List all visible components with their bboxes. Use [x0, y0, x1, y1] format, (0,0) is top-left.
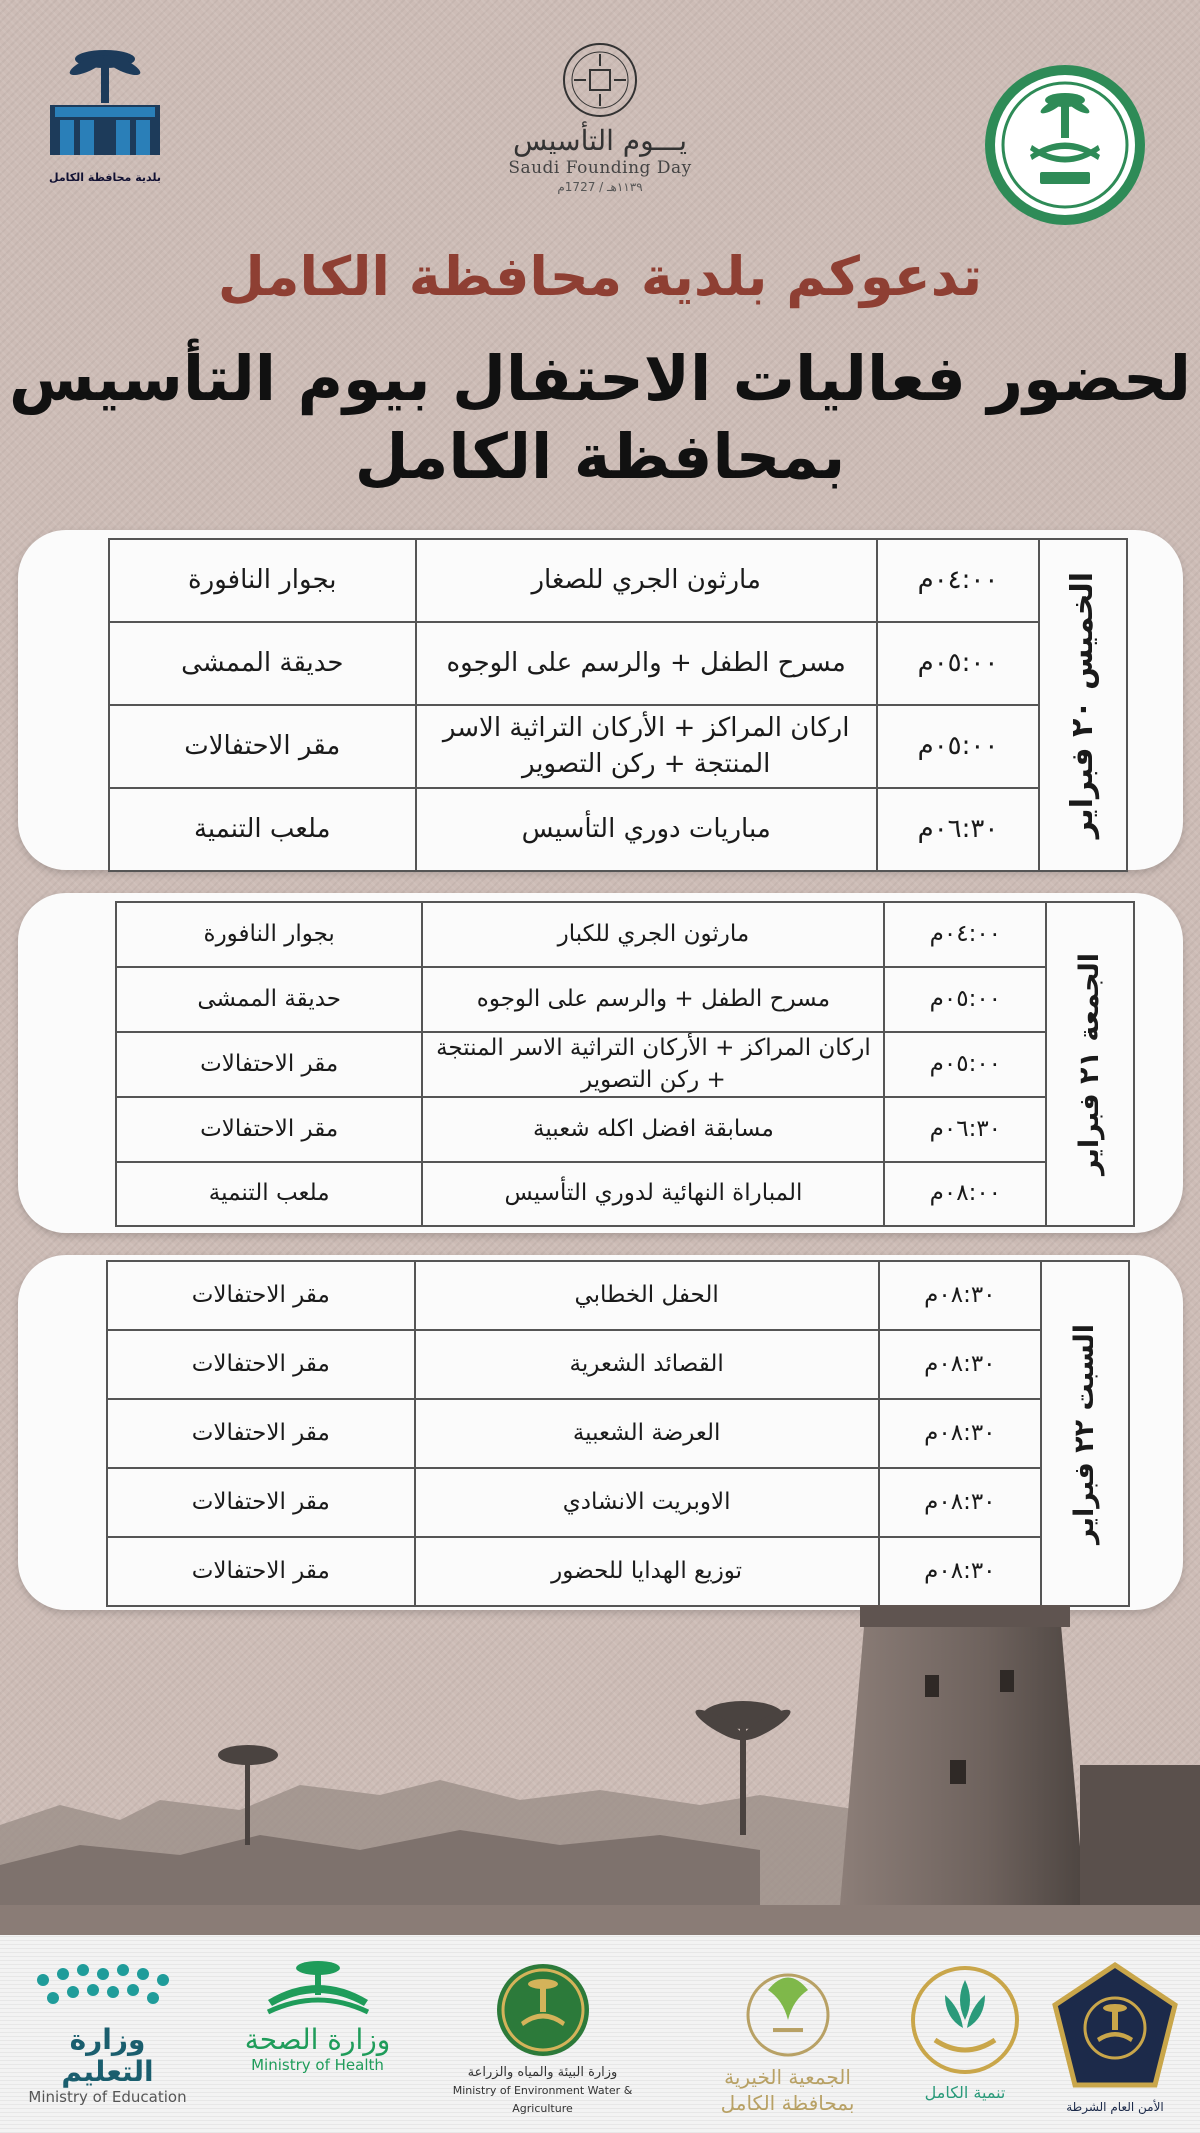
table-row	[107, 1330, 1129, 1399]
sponsor-environment	[435, 1960, 650, 2120]
table-row	[109, 539, 1127, 622]
environment-name-ar: وزارة البيئة والمياه والزراعة	[467, 2065, 618, 2080]
table-row	[107, 1399, 1129, 1468]
police-name: الأمن العام الشرطة	[1066, 2100, 1164, 2114]
founding-day-logo	[480, 40, 720, 220]
schedule-card-saturday	[18, 1255, 1183, 1610]
day-label-cell	[1041, 1261, 1129, 1606]
sponsor-development	[900, 1960, 1030, 2120]
table-row	[116, 1032, 1134, 1097]
place-cell: مقر الاحتفالات	[116, 1097, 422, 1162]
event-cell: اركان المراكز + الأركان التراثية الاسر المنتجة + ركن التصوير	[416, 705, 877, 788]
event-cell: الحفل الخطابي	[415, 1261, 879, 1330]
event-cell: العرضة الشعبية	[415, 1399, 879, 1468]
table-row	[107, 1261, 1129, 1330]
time-cell: ٠٨:٣٠م	[879, 1399, 1041, 1468]
schedule-card-friday	[18, 893, 1183, 1233]
municipality-caption: بلدية محافظة الكامل	[49, 171, 161, 184]
time-cell: ٠٥:٠٠م	[877, 622, 1039, 705]
charity-logo-icon	[733, 1960, 843, 2060]
schedule-table	[106, 1260, 1130, 1607]
time-cell: ٠٨:٣٠م	[879, 1330, 1041, 1399]
saudi-emblem-icon	[980, 60, 1150, 230]
palm-building-icon	[40, 45, 170, 165]
health-logo-icon	[228, 1960, 408, 2020]
table-row	[116, 1162, 1134, 1226]
sponsor-health	[225, 1960, 410, 2120]
sponsors-footer	[0, 1935, 1200, 2133]
time-cell: ٠٨:٣٠م	[879, 1261, 1041, 1330]
place-cell: مقر الاحتفالات	[107, 1537, 415, 1606]
time-cell: ٠٨:٣٠م	[879, 1537, 1041, 1606]
table-row	[107, 1468, 1129, 1537]
education-logo-icon	[23, 1960, 193, 2020]
place-cell: مقر الاحتفالات	[107, 1468, 415, 1537]
place-cell: مقر الاحتفالات	[109, 705, 416, 788]
place-cell: مقر الاحتفالات	[107, 1261, 415, 1330]
sponsor-charity	[700, 1960, 875, 2120]
event-cell: مسرح الطفل + والرسم على الوجوه	[416, 622, 877, 705]
place-cell: حديقة الممشى	[109, 622, 416, 705]
schedule-card-thursday	[18, 530, 1183, 870]
schedule-table	[108, 538, 1128, 872]
event-title	[0, 340, 1200, 496]
development-name: تنمية الكامل	[924, 2083, 1006, 2102]
day-label: الخميس ٢٠ فبراير	[1064, 571, 1100, 839]
table-row	[109, 622, 1127, 705]
place-cell: بجوار النافورة	[116, 902, 422, 967]
heritage-fort-illustration	[0, 1605, 1200, 1935]
sponsor-education	[20, 1960, 195, 2120]
invitation-title: تدعوكم بلدية محافظة الكامل	[217, 245, 983, 308]
event-cell: مارثون الجري للصغار	[416, 539, 877, 622]
police-badge-icon	[1045, 1960, 1185, 2100]
day-label-cell	[1046, 902, 1134, 1226]
health-name-ar: وزارة الصحة	[244, 2023, 391, 2056]
day-label: الجمعة ٢١ فبراير	[1073, 952, 1105, 1176]
day-label: السبت ٢٢ فبراير	[1068, 1323, 1100, 1544]
time-cell: ٠٤:٠٠م	[884, 902, 1046, 967]
municipality-logo	[40, 45, 170, 215]
founding-day-emblem-icon	[560, 40, 640, 120]
development-logo-icon	[905, 1960, 1025, 2080]
event-title-line: لحضور فعاليات الاحتفال بيوم التأسيس	[8, 342, 1192, 415]
time-cell: ٠٦:٣٠م	[877, 788, 1039, 871]
event-cell: مسابقة افضل اكله شعبية	[422, 1097, 884, 1162]
time-cell: ٠٥:٠٠م	[884, 1032, 1046, 1097]
table-row	[109, 788, 1127, 871]
time-cell: ٠٦:٣٠م	[884, 1097, 1046, 1162]
time-cell: ٠٥:٠٠م	[877, 705, 1039, 788]
environment-logo-icon	[493, 1960, 593, 2060]
day-label-cell	[1039, 539, 1127, 871]
place-cell: مقر الاحتفالات	[107, 1330, 415, 1399]
time-cell: ٠٤:٠٠م	[877, 539, 1039, 622]
ministry-interior-logo	[980, 60, 1150, 230]
time-cell: ٠٨:٣٠م	[879, 1468, 1041, 1537]
place-cell: حديقة الممشى	[116, 967, 422, 1032]
event-cell: الاوبريت الانشادي	[415, 1468, 879, 1537]
place-cell: ملعب التنمية	[116, 1162, 422, 1226]
event-cell: اركان المراكز + الأركان التراثية الاسر المنتجة + ركن التصوير	[422, 1032, 884, 1097]
event-cell: القصائد الشعرية	[415, 1330, 879, 1399]
founding-day-en: Saudi Founding Day	[508, 158, 692, 178]
event-title-location: بمحافظة الكامل	[354, 420, 846, 493]
table-row	[116, 902, 1134, 967]
place-cell: ملعب التنمية	[109, 788, 416, 871]
place-cell: بجوار النافورة	[109, 539, 416, 622]
sponsor-police	[1045, 1960, 1185, 2120]
education-name-ar: وزارة التعليم	[61, 2023, 154, 2088]
education-name-en: Ministry of Education	[28, 2088, 187, 2106]
table-row	[109, 705, 1127, 788]
table-row	[116, 967, 1134, 1032]
environment-name-en: Ministry of Environment Water & Agriculture	[452, 2084, 633, 2115]
founding-day-years: ١١٣٩هـ / 1727م	[557, 180, 643, 194]
founding-day-ar: يـــوم التأسيس	[512, 124, 687, 157]
health-name-en: Ministry of Health	[251, 2056, 384, 2074]
charity-name: الجمعية الخيرية بمحافظة الكامل	[720, 2065, 855, 2115]
time-cell: ٠٥:٠٠م	[884, 967, 1046, 1032]
time-cell: ٠٨:٠٠م	[884, 1162, 1046, 1226]
event-cell: مباريات دوري التأسيس	[416, 788, 877, 871]
table-row	[116, 1097, 1134, 1162]
event-cell: توزيع الهدايا للحضور	[415, 1537, 879, 1606]
event-cell: المباراة النهائية لدوري التأسيس	[422, 1162, 884, 1226]
table-row	[107, 1537, 1129, 1606]
place-cell: مقر الاحتفالات	[116, 1032, 422, 1097]
event-cell: مسرح الطفل + والرسم على الوجوه	[422, 967, 884, 1032]
event-cell: مارثون الجري للكبار	[422, 902, 884, 967]
place-cell: مقر الاحتفالات	[107, 1399, 415, 1468]
schedule-table	[115, 901, 1135, 1227]
